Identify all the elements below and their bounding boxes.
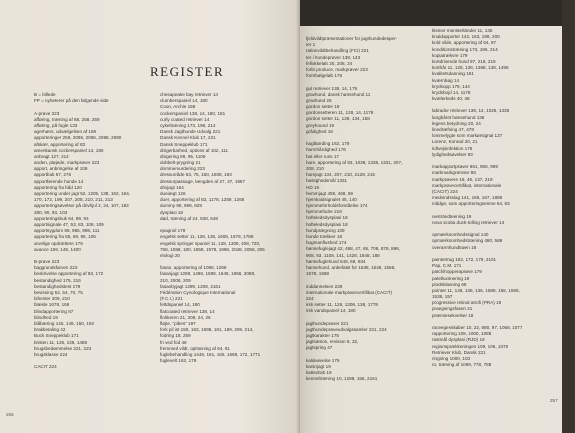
index-entry: beskrivelse apportering af 83, 172 bbox=[34, 271, 104, 277]
index-entry: (CACIT) 224 bbox=[432, 188, 458, 194]
index-entry: patelluxsnering 19 bbox=[432, 275, 470, 281]
index-entry: fuglebehandling 1448, 161, 165, 1698, 172, 1771 bbox=[160, 351, 261, 357]
index-entry: dirigerbarhed, options af 102, 111 bbox=[160, 147, 229, 153]
index-entry: jagtsæson, revision 6, 32, bbox=[306, 339, 359, 345]
index-entry: regionsprækkeningen 109, 106, 1078 bbox=[432, 343, 509, 349]
index-entry: 1578, 1588 bbox=[306, 271, 329, 277]
index-entry: irsk vandspaniel 14, 180 bbox=[306, 308, 356, 314]
index-entry: hastighedsmål 1331 bbox=[306, 178, 348, 184]
index-entry: flokkeren 21, 208, 24, 26 bbox=[160, 314, 211, 320]
index-entry: jagtspring 47 bbox=[306, 345, 333, 351]
index-entry: fasanjagt 1298, 1488, 1598, 1648, 1658, 2088, bbox=[160, 271, 256, 277]
index-entry: apportsignale 47, 53, 83, 108, 109 bbox=[34, 221, 104, 227]
index-entry: bestandighed 175, 216 bbox=[34, 277, 81, 283]
index-column-4 bbox=[432, 28, 522, 368]
index-column-3 bbox=[306, 36, 402, 383]
page-number-right: 257 bbox=[550, 398, 558, 403]
index-entry: 224 bbox=[306, 295, 314, 301]
index-entry: pointer 11, 128, 138, 136, 1588, 158, 1598, bbox=[432, 287, 520, 293]
page-number-left: 256 bbox=[6, 412, 14, 417]
index-entry: formbølgeløb 176 bbox=[306, 73, 343, 79]
index-entry: bristen 11, 128, 136, 1488 bbox=[34, 339, 88, 345]
index-entry: hat eller runs 17 bbox=[306, 153, 339, 159]
index-entry: hjemmefodre 218 bbox=[306, 209, 342, 215]
index-entry: blindapportering 87 bbox=[34, 308, 74, 314]
index-entry: harejagt 134, 207, 210, 2128, 215 bbox=[306, 172, 375, 178]
index-entry: rapportering 109, 1000, 1088 bbox=[432, 331, 492, 337]
index-entry: apportering fra 65, 69, 95, 106 bbox=[34, 234, 96, 240]
index-entry: fork pil ist 150, 163, 1698, 181, 189, 209, 214, bbox=[160, 327, 254, 333]
index-entry: overarmhundtrøen 18 bbox=[432, 244, 477, 250]
index-entry: blindhed 19 bbox=[34, 314, 58, 320]
index-entry: medvindsslag 141, 165, 167, 1888 bbox=[432, 195, 503, 201]
index-entry: engelsk setter 11, 128, 136, 1608, 1678, 1788 bbox=[160, 234, 254, 240]
index-entry: kvalitetsdanning 161 bbox=[432, 71, 474, 77]
index-entry: Dansk Jagthunde Udvalg 221 bbox=[160, 129, 221, 135]
index-entry: 170, 172, 199, 207, 208, 210, 211, 213 bbox=[34, 197, 113, 203]
index-entry: cockerspaniel 138, 14, 180, 181 bbox=[160, 110, 226, 116]
index-entry: gordon setter 11, 128, 134, 158 bbox=[306, 116, 370, 122]
index-entry: konditionstræning 173, 196, 214 bbox=[432, 46, 498, 52]
index-entry: kleiner münsterländer 11, 136 bbox=[432, 28, 493, 33]
index-entry: gordon setter 18 bbox=[306, 104, 340, 110]
index-entry: HD 18 bbox=[306, 184, 320, 190]
index-entry: anden, pløjede, markprøver 223 bbox=[34, 160, 100, 166]
index-entry: krydsopp 179, 144 bbox=[432, 83, 470, 89]
index-entry: jagthundeprøver 221 bbox=[306, 320, 349, 326]
index-entry: Fédération Cynologique International bbox=[160, 290, 236, 295]
index-entry: hofteledsdysplasi 18 bbox=[306, 221, 348, 227]
index-entry: ter i hundeprøver 138, 143 bbox=[306, 54, 361, 60]
index-entry: knaldapporter 142, 163, 199, 200 bbox=[432, 34, 500, 40]
index-column-2 bbox=[160, 92, 265, 364]
index-entry: hare, apportering af 83, 1038, 1338, 1331, 207, bbox=[306, 159, 403, 165]
index-entry: amerikansk cockerspaniel 14, 180 bbox=[34, 147, 104, 153]
index-entry: 1538, 157 bbox=[432, 294, 453, 300]
index-entry: rationvildtbehandling (FCI) 221 bbox=[306, 48, 369, 54]
index-entry: præmiesekvelser 18 bbox=[432, 312, 474, 318]
index-entry: pindeklasning 68 bbox=[432, 281, 467, 287]
index-entry: lydighedsøvelser 93 bbox=[432, 151, 473, 157]
right-page bbox=[300, 26, 562, 433]
index-entry: apportering fra båd 120 bbox=[34, 184, 82, 190]
index-entry: inddannelsen 239 bbox=[306, 283, 343, 289]
index-entry: anbragt 127, 214 bbox=[34, 153, 69, 159]
index-entry: død, træning af 24, 638, 648 bbox=[160, 215, 218, 221]
index-entry: fremmed vildt, optræning af 64, 81 bbox=[160, 345, 230, 351]
index-entry: praegningsfasen 21 bbox=[432, 306, 473, 312]
index-entry: hønsehund, anbefalet for 1538, 1548, 1558, bbox=[306, 264, 396, 270]
index-entry: mådge, som apporteringsemne 64, 83 bbox=[432, 201, 510, 207]
index-entry: blåbæring 145, 149, 150, 192 bbox=[34, 320, 95, 326]
index-entry: gravhund 26 bbox=[306, 97, 332, 103]
index-entry: opmærksomhedstræning 480, 588 bbox=[432, 238, 503, 244]
index-entry: rastmål dysplasi (RJD) 19 bbox=[432, 337, 485, 343]
index-entry: nova scotia duck-tolling retriever 14 bbox=[432, 219, 505, 225]
index-entry: haglbørding 162, 179 bbox=[306, 141, 350, 147]
index-entry: afskær, apportering af 83 bbox=[34, 141, 86, 147]
index-entry: B = billede bbox=[34, 92, 56, 97]
index-entry: internationale markprøvecertifikat (CACIT) bbox=[306, 289, 393, 295]
index-entry: etologi 20 bbox=[160, 252, 180, 258]
index-entry: gordonsetteren 11, 128, 14, 1178 bbox=[306, 110, 374, 116]
index-entry: Lorenz, Konrad 20, 21 bbox=[432, 139, 478, 145]
index-entry: Pap, C.M. 171 bbox=[432, 263, 462, 269]
index-entry: afføring, på fugle 133 bbox=[34, 122, 78, 128]
index-entry: brugsbedømmelse 221, 223 bbox=[34, 345, 92, 351]
index-entry: A-prøve 223 bbox=[34, 110, 60, 116]
index-entry: FP = nyheterer på den følgende side bbox=[34, 98, 109, 104]
index-entry: raceegenskaber 10, 22, 880, 97, 1068, 1077 bbox=[432, 325, 523, 330]
index-entry: dressurpassage, længden af 27, 37, 1967 bbox=[160, 178, 246, 184]
index-entry: dueiægt 126 bbox=[160, 191, 186, 196]
index-entry: cykeltræning 173, 196, 214 bbox=[160, 122, 216, 128]
index-entry: patchihopperaprøve 179 bbox=[432, 269, 482, 275]
index-entry: bestandighedstest 179 bbox=[34, 283, 81, 289]
index-entry: apportførende hunde 14 bbox=[34, 178, 84, 184]
index-entry: brugsklasse 224 bbox=[34, 351, 68, 357]
index-entry: ro, træning af 1069, 778, 788 bbox=[432, 362, 492, 368]
index-entry: hjemmeforholdsforståelse 174 bbox=[306, 203, 368, 209]
index-entry: kold vilde, apportering af 64, 87 bbox=[432, 40, 497, 46]
register-title: REGISTER bbox=[150, 64, 225, 79]
index-entry: feltdspaniel 14, 180 bbox=[160, 302, 200, 308]
index-entry: 208, 210 bbox=[306, 165, 324, 171]
index-entry: kenneltræning 10, 1299, 156, 2161 bbox=[306, 376, 378, 382]
index-entry: kopiatrækvre 179 bbox=[432, 52, 468, 58]
index-entry: curly coated retriever 14 bbox=[160, 116, 210, 122]
index-entry: linedræfning 47, 478 bbox=[432, 127, 474, 132]
index-column-1 bbox=[34, 92, 130, 370]
index-entry: Buck Sneppeklub 171 bbox=[34, 333, 79, 339]
index-entry: grådighed 18 bbox=[306, 128, 333, 134]
index-entry: dummy 68, 698, 828 bbox=[160, 203, 202, 209]
index-entry: apport, anbringelse af 109 bbox=[34, 166, 88, 172]
index-entry: hemmjagt 459, 468, 69 bbox=[306, 190, 353, 196]
index-entry: kvælerkeds 40, 48 bbox=[432, 96, 470, 102]
index-entry: markmarkgrænser 86 bbox=[432, 170, 476, 176]
index-entry: afføring, træning af 68, 258, 259 bbox=[34, 116, 100, 122]
index-entry: labrador retriever 138, 14, 1028, 1338 bbox=[432, 108, 510, 114]
index-entry: hundprægning 109 bbox=[306, 227, 345, 233]
index-entry: bevisning 52, 54, 70, 75 bbox=[34, 290, 83, 295]
index-entry: jagthundeprøveudvalgssamler 221, 224 bbox=[306, 326, 387, 332]
index-entry: engelsk springer spaniel 11, 128, 1308, 408, 720, bbox=[160, 240, 261, 246]
index-entry: baggrundsfarven 223 bbox=[34, 265, 78, 271]
index-entry: hofteledsdysplasi 18 bbox=[306, 215, 348, 221]
index-entry: fodring 18, 259 bbox=[160, 333, 191, 339]
index-entry: Dansk Kennel Klub 17, 221 bbox=[160, 135, 216, 141]
index-entry: 908, 93, 1108, 141, 1428, 1848, 188 bbox=[306, 252, 380, 258]
index-entry: fuglevelt 162, 179 bbox=[160, 358, 197, 364]
index-entry: greyhound 19 bbox=[306, 122, 335, 128]
index-entry: 280, 90, 93, 103 bbox=[34, 209, 68, 215]
index-entry: fløjte, "pibes" 197 bbox=[160, 320, 196, 326]
index-entry: Dansk Sneppeklub 171 bbox=[160, 141, 208, 147]
index-entry: jagtkarakter 175 bbox=[306, 333, 339, 338]
index-entry: flatcoated retriever 138, 14 bbox=[160, 308, 215, 314]
index-entry: apportsygdom 98, 985, 998, 111 bbox=[34, 228, 100, 234]
index-entry: lommelygte som markørsignal 127 bbox=[432, 133, 503, 139]
index-entry: dysplasi 18 bbox=[160, 209, 183, 215]
index-entry: dirigering 89, 95, 1109 bbox=[160, 153, 206, 159]
index-entry: forbi produce, markprøver 223 bbox=[306, 66, 368, 72]
index-entry: fjeldvildtpræsentationer for jagthundedesper- bbox=[306, 36, 398, 41]
index-entry: chesapeake bay retriever 14 bbox=[160, 92, 218, 97]
index-entry: fri ved fod 48 bbox=[160, 339, 187, 345]
index-entry: arvelige opdrættere 179 bbox=[34, 240, 83, 246]
index-entry: apporteringsbuk 64, 89, 94 bbox=[34, 215, 89, 221]
index-entry: ringning 1000, 103 bbox=[432, 355, 471, 361]
index-entry: apporteringsøvelser på drivhjul 2, 24, 107, 183 bbox=[34, 203, 129, 209]
index-entry: avance 159, 149, 1400 bbox=[34, 246, 81, 252]
index-entry: opmærksomhedssignal 140 bbox=[432, 232, 489, 238]
index-entry: legens betydning 20, 24 bbox=[432, 120, 481, 126]
index-entry: dommervurdering 223 bbox=[160, 166, 205, 172]
index-entry: Coon, Archie 158 bbox=[160, 104, 196, 110]
index-entry: kattedrab 19 bbox=[306, 370, 332, 376]
index-entry: fellokkeløb 20, 208, 24 bbox=[306, 60, 353, 66]
index-entry: korthår 11, 128, 136, 1368, 138, 1498 bbox=[432, 65, 509, 71]
index-entry: progressive retinal atrofi (PRA) 19 bbox=[432, 300, 502, 306]
index-entry: irsk setter 11, 128, 1308, 138, 1778 bbox=[306, 302, 378, 308]
table-edge bbox=[562, 0, 575, 433]
index-entry: dressurråde 63, 75, 160, 1608, 193 bbox=[160, 172, 232, 178]
index-entry: luftvejsinfektion 176 bbox=[432, 145, 473, 151]
index-entry: fasan, apportering af 1088, 1299 bbox=[160, 265, 227, 271]
index-entry: hønsefuglejagt 42, 468, 47, 65, 708, 878, 898, bbox=[306, 246, 400, 252]
index-entry: 210, 2008, 209 bbox=[160, 277, 191, 283]
index-entry: kortdrivende hund 97, 219, 219 bbox=[432, 58, 496, 64]
index-entry: kaldeøvelse 179 bbox=[306, 357, 340, 363]
index-entry: markapportprøver 961, 958, 999 bbox=[432, 164, 498, 170]
index-entry: nesträndteening 19 bbox=[432, 213, 472, 219]
index-entry: apportering under jagt 52, 1205, 138, 162, 164, bbox=[34, 191, 131, 196]
index-entry: markprøvere 18, 46, 137, 219 bbox=[432, 176, 493, 182]
index-entry: hjemkaldsignalet 45, 140 bbox=[306, 196, 357, 202]
index-entry: 758, 1088, 180, 1858, 1978, 1998, 2048, 2058, 206 bbox=[160, 246, 265, 252]
index-entry: clumberspaniel 14, 180 bbox=[160, 98, 208, 104]
index-entry: fasanbyjagt 1299, 1208, 2161 bbox=[160, 283, 221, 289]
index-entry: harmhårdighed 176 bbox=[306, 147, 346, 153]
index-entry: dobbelt-prygning 21 bbox=[160, 160, 201, 166]
index-entry: drivjagt 154 bbox=[160, 184, 184, 190]
index-entry: bihenter 209, 210 bbox=[34, 296, 70, 302]
index-entry: kaninjagt 19 bbox=[306, 363, 331, 369]
index-entry: markprøvecertifikat, internationale bbox=[432, 182, 502, 188]
index-entry: CACIT 224 bbox=[34, 364, 57, 370]
index-entry: brakbetaling 42 bbox=[34, 327, 66, 333]
index-entry: Retriever Klub, Dansk 221 bbox=[432, 349, 486, 355]
index-entry: gravhund, dansk hønsehund 11 bbox=[306, 91, 371, 97]
index-entry: epagnol 179 bbox=[160, 228, 186, 234]
index-entry: paintertrug 162, 172, 179, 2101 bbox=[432, 256, 497, 262]
index-entry: hønsefuglehuvd 648, 68, 834 bbox=[306, 258, 366, 264]
index-entry: ter 1 bbox=[306, 42, 316, 48]
index-entry: krydsbojd 14, 1178 bbox=[432, 89, 471, 95]
index-entry: langhåret hønsehund 136 bbox=[432, 114, 485, 120]
index-entry: B-prøve 223 bbox=[34, 259, 60, 265]
index-entry: (F.C.I.) 221 bbox=[160, 296, 183, 302]
index-entry: agerhøns, udvælgelsen af 169 bbox=[34, 129, 97, 135]
index-entry: gul retriever 138, 14, 179 bbox=[306, 85, 358, 91]
index-entry: apporteringer 259, 2096, 2096, 2098, 2080 bbox=[34, 135, 122, 141]
index-entry: hugmanflushed 174 bbox=[306, 240, 347, 246]
index-entry: apportbuk 57, 276 bbox=[34, 172, 72, 178]
index-entry: hunde trækker 18 bbox=[306, 234, 343, 239]
index-entry: kværnbøg 14 bbox=[432, 77, 460, 83]
index-entry: blæsle 1678, 168 bbox=[34, 302, 70, 308]
index-entry: duer, apportering af 83, 1178, 1259, 1268 bbox=[160, 197, 245, 203]
